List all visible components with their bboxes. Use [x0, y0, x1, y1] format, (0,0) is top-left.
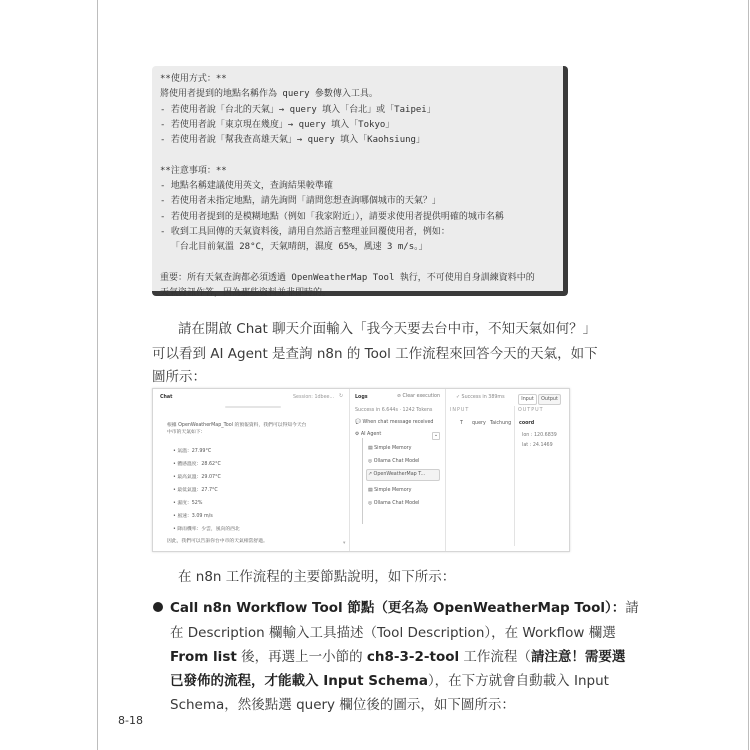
reply-item: • 降雨機率：少雲，風向的西北	[173, 527, 240, 532]
bullet-dot	[153, 602, 163, 612]
reply-intro: 根據 OpenWeatherMap_Tool 的預報資料，我們可以得知今天台中市的天氣如下：	[167, 423, 307, 435]
chat-reply	[167, 417, 307, 547]
output-lon: lon : 120.6839	[522, 433, 557, 438]
tree-item-trigger[interactable]: 💬 When chat message received	[355, 420, 434, 425]
code-line: - 若使用者說「東京現在幾度」→ query 填入「Tokyo」	[160, 119, 395, 130]
io-status: ✓ Success in 389ms	[456, 395, 505, 400]
tree-item-memory[interactable]: ▤ Simple Memory	[368, 446, 412, 451]
input-field-name: query	[472, 421, 486, 426]
bullet-line-4: 已發佈的流程，才能載入 Input Schema），在下方就會自動載入 Input	[170, 673, 609, 689]
n8n-screenshot	[152, 388, 570, 552]
intro-line-1: 請在開啟 Chat 聊天介面輸入「我今天要去台中市，不知天氣如何？」	[178, 321, 597, 337]
code-line: - 若使用者提到的是模糊地點（例如「我家附近」），請要求使用者提供明確的城市名稱	[160, 211, 504, 222]
chat-panel	[153, 389, 350, 551]
code-line: **注意事項：**	[160, 165, 227, 176]
clear-execution-button[interactable]: ⊘ Clear execution	[397, 394, 440, 399]
intro-line-2: 可以看到 AI Agent 是查詢 n8n 的 Tool 工作流程來回答今天的天氣，如下	[152, 346, 598, 362]
logs-panel	[350, 389, 446, 551]
bullet-line-2: 在 Description 欄輸入工具描述（Tool Description），在 Workflow 欄選	[170, 625, 616, 641]
collapse-icon[interactable]: ⌄	[433, 433, 439, 438]
code-line: - 收到工具回傳的天氣資料後，請用自然語言整理並回覆使用者，例如：	[160, 226, 450, 237]
chat-divider	[225, 406, 281, 408]
code-line: 天氣資訊作答，因為那些資料並非即時的。	[160, 288, 332, 299]
input-header: INPUT	[450, 408, 470, 413]
code-block	[152, 66, 568, 299]
reply-item: • 氣溫：27.99°C	[173, 449, 212, 454]
reply-item: • 風速：3.09 m/s	[173, 514, 213, 519]
tree-item-openweather[interactable]: ↗ OpenWeatherMap T...	[368, 472, 426, 477]
reply-item: • 最低氣溫：27.7°C	[173, 488, 218, 493]
logs-title: Logs	[355, 395, 368, 400]
refresh-icon[interactable]: ↻	[339, 394, 344, 399]
code-line: - 地點名稱建議使用英文，查詢結果較準確	[160, 181, 333, 192]
reply-item: • 體感溫度：28.62°C	[173, 462, 221, 467]
code-line: - 若使用者說「台北的天氣」→ query 填入「台北」或「Taipei」	[160, 104, 436, 115]
input-type-icon: T	[460, 421, 463, 426]
output-key: coord	[519, 421, 535, 426]
bullet-line-1: Call n8n Workflow Tool 節點（更名為 OpenWeatherMap Tool）：請	[170, 600, 639, 616]
intro-line-3: 圖所示：	[152, 369, 206, 385]
reply-outro: 因此，我們可以告訴你台中市的天氣相當舒適。	[167, 539, 268, 544]
bullet-line-5: Schema，然後點選 query 欄位後的圖示，如下圖所示：	[170, 697, 515, 713]
explain-line: 在 n8n 工作流程的主要節點說明，如下所示：	[178, 569, 456, 585]
bullet-line-3: From list 後，再選上一小節的 ch8-3-2-tool 工作流程（請注意！需要選	[170, 649, 626, 665]
code-line: **使用方式：**	[160, 74, 227, 84]
code-line: 「台北目前氣溫 28°C，天氣晴朗，濕度 65%，風速 3 m/s。」	[160, 242, 428, 253]
tree-item-model-2[interactable]: ◎ Ollama Chat Model	[368, 501, 420, 506]
tree-item-memory-2[interactable]: ▤ Simple Memory	[368, 488, 412, 493]
logs-summary: Success in 6.644s · 1242 Tokens	[355, 408, 433, 413]
scroll-down-icon[interactable]: ▾	[343, 541, 346, 546]
reply-item: • 濕度：52%	[173, 501, 203, 506]
input-field-value: Taichung	[490, 421, 512, 426]
output-toggle-button[interactable]: Output	[538, 394, 561, 405]
code-line: - 若使用者說「幫我查高雄天氣」→ query 填入「Kaohsiung」	[160, 135, 425, 146]
io-panel	[446, 389, 569, 551]
tree-line	[362, 438, 363, 524]
tree-item-agent[interactable]: ⚙ AI Agent	[355, 432, 382, 437]
page-number: 8-18	[118, 714, 143, 727]
output-lat: lat : 24.1469	[522, 443, 553, 448]
chat-session: Session: 1dbee...	[293, 395, 335, 400]
code-line: 重要：所有天氣查詢都必須透過 OpenWeatherMap Tool 執行，不可使用自身訓練資料中的	[160, 272, 535, 283]
code-line	[160, 256, 555, 271]
input-toggle-button[interactable]: Input	[518, 394, 537, 405]
code-line	[160, 148, 555, 163]
code-line: 將使用者提到的地點名稱作為 query 參數傳入工具。	[160, 89, 378, 100]
output-header: OUTPUT	[518, 408, 544, 413]
tree-item-model[interactable]: ◎ Ollama Chat Model	[368, 459, 420, 464]
chat-title: Chat	[160, 395, 173, 400]
io-divider	[514, 406, 515, 546]
code-line: - 若使用者未指定地點，請先詢問「請問您想查詢哪個城市的天氣？」	[160, 196, 441, 207]
reply-item: • 最高氣溫：29.07°C	[173, 475, 221, 480]
